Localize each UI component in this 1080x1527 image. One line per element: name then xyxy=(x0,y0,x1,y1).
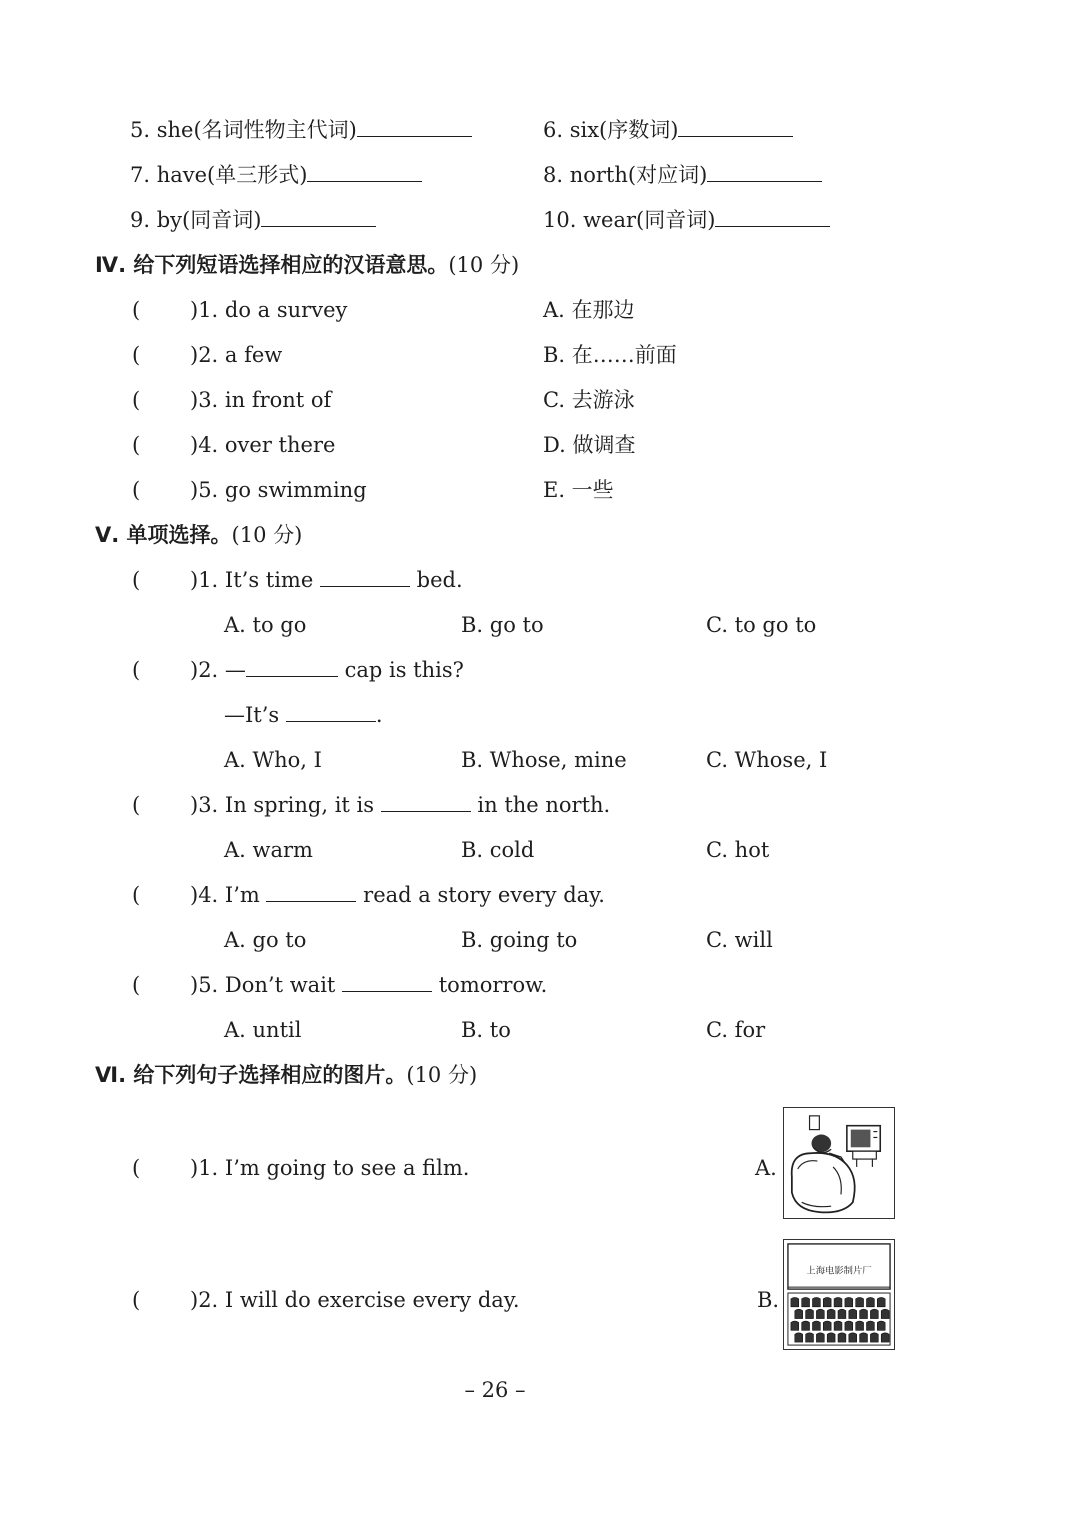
answer-paren[interactable]: ( xyxy=(132,883,141,907)
option-c: C. Whose, I xyxy=(706,748,828,772)
answer-paren[interactable]: ( xyxy=(132,568,141,592)
answer-blank[interactable] xyxy=(246,656,338,677)
cinema-seat xyxy=(827,1333,835,1342)
question-2-reply: —It’s . xyxy=(224,703,383,727)
answer-blank[interactable] xyxy=(357,116,472,137)
option-a: A. until xyxy=(224,1018,302,1042)
answer-paren[interactable]: ( xyxy=(132,478,141,502)
answer-blank[interactable] xyxy=(715,206,830,227)
cinema-seat xyxy=(791,1297,799,1306)
picture-a-tv-watching xyxy=(783,1107,895,1219)
answer-blank[interactable] xyxy=(678,116,793,137)
phrase-item: )5. go swimming xyxy=(190,478,367,502)
question-3: )3. In spring, it is in the north. xyxy=(190,793,611,817)
answer-blank[interactable] xyxy=(286,701,376,722)
answer-paren[interactable]: ( xyxy=(132,973,141,997)
cinema-seat xyxy=(877,1321,885,1330)
cinema-seat xyxy=(806,1333,814,1342)
cinema-seat xyxy=(812,1297,820,1306)
cinema-seat xyxy=(834,1321,842,1330)
picture-label-a: A. xyxy=(755,1156,777,1180)
option-b: B. cold xyxy=(461,838,535,862)
option-c: C. hot xyxy=(706,838,770,862)
option-a: A. Who, I xyxy=(224,748,322,772)
person-watching-tv-illustration xyxy=(784,1108,894,1218)
picture-label-b: B. xyxy=(757,1288,780,1312)
section-6-heading: Ⅵ. 给下列句子选择相应的图片。(10 分) xyxy=(95,1063,478,1087)
answer-blank[interactable] xyxy=(307,161,422,182)
picture-sentence-1: )1. I’m going to see a film. xyxy=(190,1156,470,1180)
answer-paren[interactable]: ( xyxy=(132,433,141,457)
cinema-seat xyxy=(845,1297,853,1306)
answer-paren[interactable]: ( xyxy=(132,1156,141,1180)
cinema-seat xyxy=(823,1321,831,1330)
cinema-seat xyxy=(816,1333,824,1342)
section-4-heading: Ⅳ. 给下列短语选择相应的汉语意思。(10 分) xyxy=(95,253,520,277)
cinema-seat xyxy=(791,1321,799,1330)
option-b: B. to xyxy=(461,1018,511,1042)
cinema-seat xyxy=(816,1309,824,1318)
phrase-item: )3. in front of xyxy=(190,388,332,412)
phrase-item: )4. over there xyxy=(190,433,336,457)
answer-blank[interactable] xyxy=(261,206,376,227)
option-a: A. to go xyxy=(224,613,307,637)
option-a: A. go to xyxy=(224,928,307,952)
option-b: B. Whose, mine xyxy=(461,748,627,772)
answer-paren[interactable]: ( xyxy=(132,793,141,817)
cinema-seat xyxy=(870,1309,878,1318)
cinema-seat xyxy=(881,1333,889,1342)
cinema-seat xyxy=(802,1321,810,1330)
question-5: )5. Don’t wait tomorrow. xyxy=(190,973,548,997)
cinema-seat xyxy=(860,1309,868,1318)
fill-item-6: 6. six(序数词) xyxy=(543,115,793,145)
answer-paren[interactable]: ( xyxy=(132,1288,141,1312)
cinema-seat xyxy=(870,1333,878,1342)
cinema-seat xyxy=(866,1321,874,1330)
cinema-seat xyxy=(849,1309,857,1318)
question-4: )4. I’m read a story every day. xyxy=(190,883,605,907)
meaning-option: A. 在那边 xyxy=(543,298,635,322)
fill-item-10: 10. wear(同音词) xyxy=(543,205,830,235)
answer-paren[interactable]: ( xyxy=(132,658,141,682)
cinema-seat xyxy=(795,1333,803,1342)
cinema-seat xyxy=(834,1297,842,1306)
fill-item-9: 9. by(同音词) xyxy=(130,205,376,235)
cinema-seat xyxy=(860,1333,868,1342)
meaning-option: D. 做调查 xyxy=(543,433,636,457)
meaning-option: C. 去游泳 xyxy=(543,388,635,412)
answer-blank[interactable] xyxy=(342,971,432,992)
cinema-seat xyxy=(827,1309,835,1318)
cinema-seat xyxy=(823,1297,831,1306)
meaning-option: E. 一些 xyxy=(543,478,614,502)
fill-item-7: 7. have(单三形式) xyxy=(130,160,422,190)
cinema-sign-text: 上海电影制片厂 xyxy=(806,1265,872,1277)
cinema-seat xyxy=(877,1297,885,1306)
cinema-seat xyxy=(838,1309,846,1318)
cinema-seat xyxy=(802,1297,810,1306)
cinema-seat xyxy=(845,1321,853,1330)
cinema-seat xyxy=(881,1309,889,1318)
cinema-seat xyxy=(812,1321,820,1330)
answer-blank[interactable] xyxy=(707,161,822,182)
seat-rows xyxy=(791,1297,889,1342)
cinema-seat xyxy=(866,1297,874,1306)
answer-blank[interactable] xyxy=(320,566,410,587)
answer-paren[interactable]: ( xyxy=(132,298,141,322)
option-c: C. for xyxy=(706,1018,766,1042)
answer-paren[interactable]: ( xyxy=(132,343,141,367)
answer-blank[interactable] xyxy=(266,881,356,902)
option-a: A. warm xyxy=(224,838,313,862)
page-number: – 26 – xyxy=(464,1378,526,1402)
cinema-seat xyxy=(838,1333,846,1342)
cinema-seat xyxy=(856,1297,864,1306)
meaning-option: B. 在……前面 xyxy=(543,343,677,367)
phrase-item: )2. a few xyxy=(190,343,283,367)
fill-item-5: 5. she(名词性物主代词) xyxy=(130,115,472,145)
cinema-seat xyxy=(849,1333,857,1342)
fill-item-8: 8. north(对应词) xyxy=(543,160,822,190)
option-b: B. go to xyxy=(461,613,544,637)
cinema-seat xyxy=(806,1309,814,1318)
cinema-seat xyxy=(795,1309,803,1318)
question-2: )2. — cap is this? xyxy=(190,658,464,682)
option-c: C. will xyxy=(706,928,773,952)
option-c: C. to go to xyxy=(706,613,817,637)
option-b: B. going to xyxy=(461,928,578,952)
cinema-seat xyxy=(856,1321,864,1330)
answer-paren[interactable]: ( xyxy=(132,388,141,412)
cinema-seats-illustration xyxy=(784,1240,894,1349)
section-5-heading: Ⅴ. 单项选择。(10 分) xyxy=(95,523,303,547)
phrase-item: )1. do a survey xyxy=(190,298,348,322)
question-1: )1. It’s time bed. xyxy=(190,568,463,592)
picture-sentence-2: )2. I will do exercise every day. xyxy=(190,1288,520,1312)
picture-b-cinema xyxy=(783,1239,895,1350)
answer-blank[interactable] xyxy=(381,791,471,812)
